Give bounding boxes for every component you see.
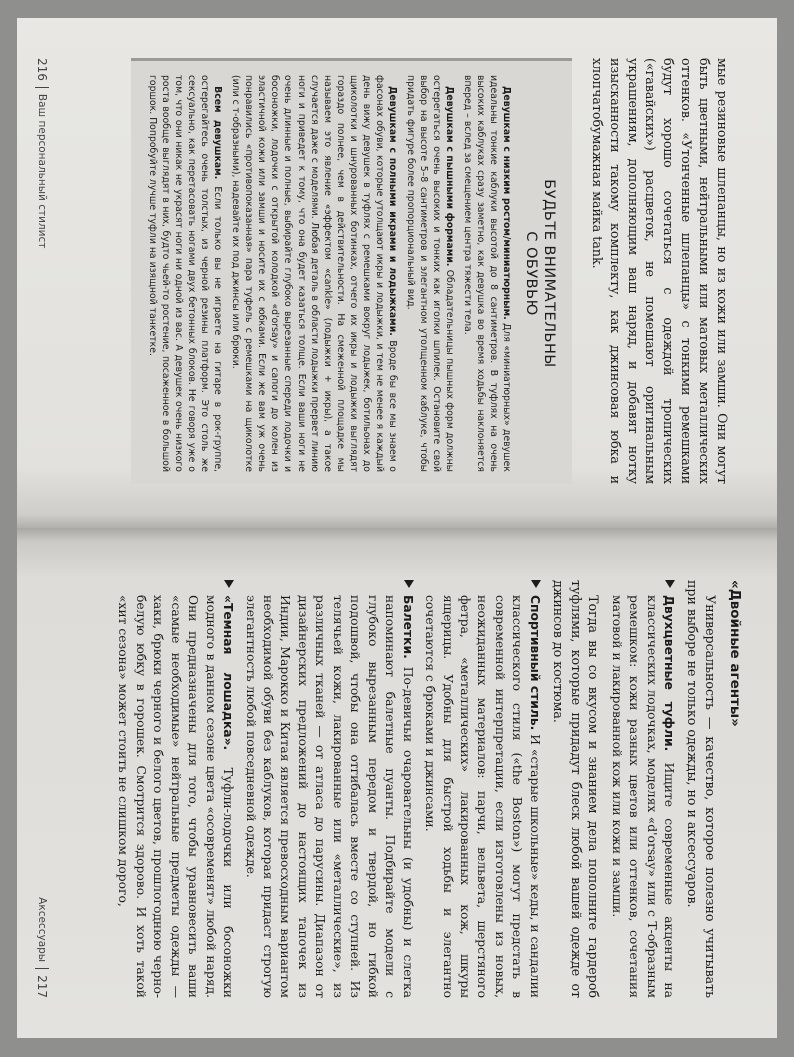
bullet-arrow-icon (665, 580, 675, 588)
list-item (421, 580, 543, 998)
sidebar-paragraph-lead: Девушкам с полными икрами и лодыжками. (386, 86, 398, 336)
sidebar-paragraph (461, 75, 513, 472)
sidebar-title (522, 75, 558, 472)
list-item (607, 580, 677, 998)
sidebar-paragraph-text: Если только вы не играете на гитаре в рок-группе, остерегайтесь очень толстых, из черной резины платформ. Это столь же сексуально, как перетасовать ногами двух бетонных блоков. Не говоря уже о том, что они никак не украсят ноги ни одной из вас. А девушек очень низкого роста вообще выглядят в них, будто чьей-то ростение, посаженное в большой горшок. Попробуйте лучше туфли на изящной танкетке. (147, 75, 224, 472)
running-head-title: Ваш персональный стилист (36, 93, 48, 249)
intro-paragraph: Универсальность — качество, которое полезно учитывать при выборе не только одежды, но и аксессуаров. (685, 580, 718, 998)
list-item (241, 580, 416, 998)
bullet-arrow-icon (404, 580, 414, 588)
sidebar-paragraph-lead: Девушкам с пышными формами. (443, 86, 455, 267)
running-head-title: Аксессуары (36, 897, 48, 963)
page-number: 217 (35, 975, 49, 998)
left-page (17, 18, 777, 528)
sidebar-paragraph-lead: Всем девушкам. (212, 86, 224, 180)
sidebar-title-line-2: С ОБУВЬЮ (522, 231, 539, 316)
body-paragraph: Тогда вы со вкусом и знанием дела пополните гардероб туфлями, которые придадут блеск любой вашей одежде от джинсов до костюма. (550, 580, 602, 998)
section-title: «Двойные агенты» (727, 580, 743, 727)
list-item-text: Туфли-лодочки или босоножки модного в данном сезоне цвета «осовременят» любой наряд. Они предназначены для того, чтобы уравновесить ваши «самые необходимые» нейтральные предметы одежды — хаки, брюки черного и белого цветов, прошлогоднюю черно-белую юбку в горошек. Смотрится здорово. И хоть такой «хит сезона» может стоить не слишком дорого, (116, 595, 236, 998)
page-number: 216 (35, 58, 49, 81)
sidebar-paragraph-text: Обладательницы пышных форм должны остерегаться очень высоких и тонких как иголки шпилек. Остановите свой выбор на высоте 5–8 сантиметров и элегантном утолщенном каблуке, чтобы придать фигуре более пропорциональный вид. (404, 75, 455, 472)
list-item-text: И «старые школьные» кеды, и сандалии классического стиля («the Boston») могут предстать в современной интерпретации, если изготовлены из новых, неожиданных материалов: парчи, вельвета, шерстяного фетра, «металлических» лакированных кож, шкуры ящерицы. Удобны для быстрой ходьбы и элегантно сочетаются с брюками и джинсами. (423, 595, 542, 999)
bullet-arrow-icon (531, 580, 541, 588)
sidebar-paragraph-text: Вроде бы все мы знаем о фасонах обуви, которые утолщают икры и лодыжки, и тем не менее я каждый день вижу девушек в туфлях с ремешками вокруг лодыжек, ботильонах до щиколотки и шнурованных ботинках, отчего их икры и лодыжки выглядят гораздо полнее, чем в действительности. На смеженной площадке мы называем это явление «эффектом «cankle» (лодыжки + икры), а такое случается даже с моделями. Любая деталь в области лодыжки прервет линию ноги и приведет к тому, что она будет казаться толще. Если ваши ноги не очень длинные и полные, выбирайте глубоко вырезанные спереди лодочки и босоножки, лодочки с открытой колодкой «d'orsay» и сапоги до колен из эластичной кожи или замши и носите их с юбками. Если же вам уж очень понравились «противопоказанная» пара туфель с ремешками на щиколотке (или с т-образными), надевайте их под джинсы или брюки. (230, 75, 398, 472)
divider (35, 87, 49, 88)
sidebar-paragraph (146, 75, 224, 472)
sidebar-paragraph (404, 75, 456, 472)
sidebar-title-line-1: БУДЬТЕ ВНИМАТЕЛЬНЫ (541, 179, 557, 368)
left-page-paragraph: мые резиновые шлепанцы, но из кожи или замши. Они могут быть цветными, нейтральными или матовых металлических оттенков. «Утонченные шлепанцы» с тонкими ремешками будут хорошо сочетаться с одеждой тропических («гавайских») расцветок, не помешают оригинальным украшениям, дополняющим ваш наряд, и добавят нотку изысканности такому комплекту, как джинсовая юбка и хлопчатобумажная майка tank. (589, 58, 730, 484)
sidebar-paragraph-text: Для «миниатюрных» девушек идеальны тонкие каблуки высотой до 8 сантиметров. В туфлях на очень высоких каблуках сразу заметно, как девушка во время ходьбы наклоняется вперед – вслед за смещением центра тяжести тела. (461, 75, 512, 472)
right-running-head (35, 897, 49, 998)
list-item-lead: «Темная лошадка». (221, 595, 236, 751)
list-item-lead: Балетки. (400, 595, 415, 659)
sidebar-paragraph (229, 75, 398, 472)
left-running-head (35, 58, 49, 248)
right-page (17, 528, 777, 1038)
divider (35, 968, 49, 969)
gutter-shadow (17, 514, 777, 528)
list-item-text: Ищите современные акценты на классических лодочках, моделях «d'orsay» или с Т-образным ремешком: кожи разных цветов или оттенков, сочетания матовой и лакированной кож или кожи и замши. (609, 595, 677, 999)
list-item-lead: Спортивный стиль. (527, 595, 542, 731)
bullet-arrow-icon (224, 580, 234, 588)
list-item-lead: Двухцветные туфли. (662, 595, 677, 752)
shoe-advice-sidebar (131, 58, 572, 484)
sidebar-paragraph-lead: Девушкам с низким ростом/миниатюрным. (500, 86, 512, 320)
gutter-shadow (17, 528, 777, 542)
list-item (114, 580, 236, 998)
book-spread (17, 18, 777, 1038)
list-item-text: По-девичьи очаровательны (и удобны) и слегка напоминают балетные пуанты. Подбирайте модели с глубоко вырезанным передом и твердой, но гибкой подошвой, чтобы она отгибалась вместе со ступней. Из телячьей кожи, лакированные или «металлические», из различных тканей — от атласа до парусины. Диапазон от дизайнерских предложений до настоящих тапочек из Индии, Марокко и Китая является превосходным вариантом необходимой обуви без каблуков, которая придаст строгую элегантность любой повседневной одежде. (243, 595, 415, 998)
